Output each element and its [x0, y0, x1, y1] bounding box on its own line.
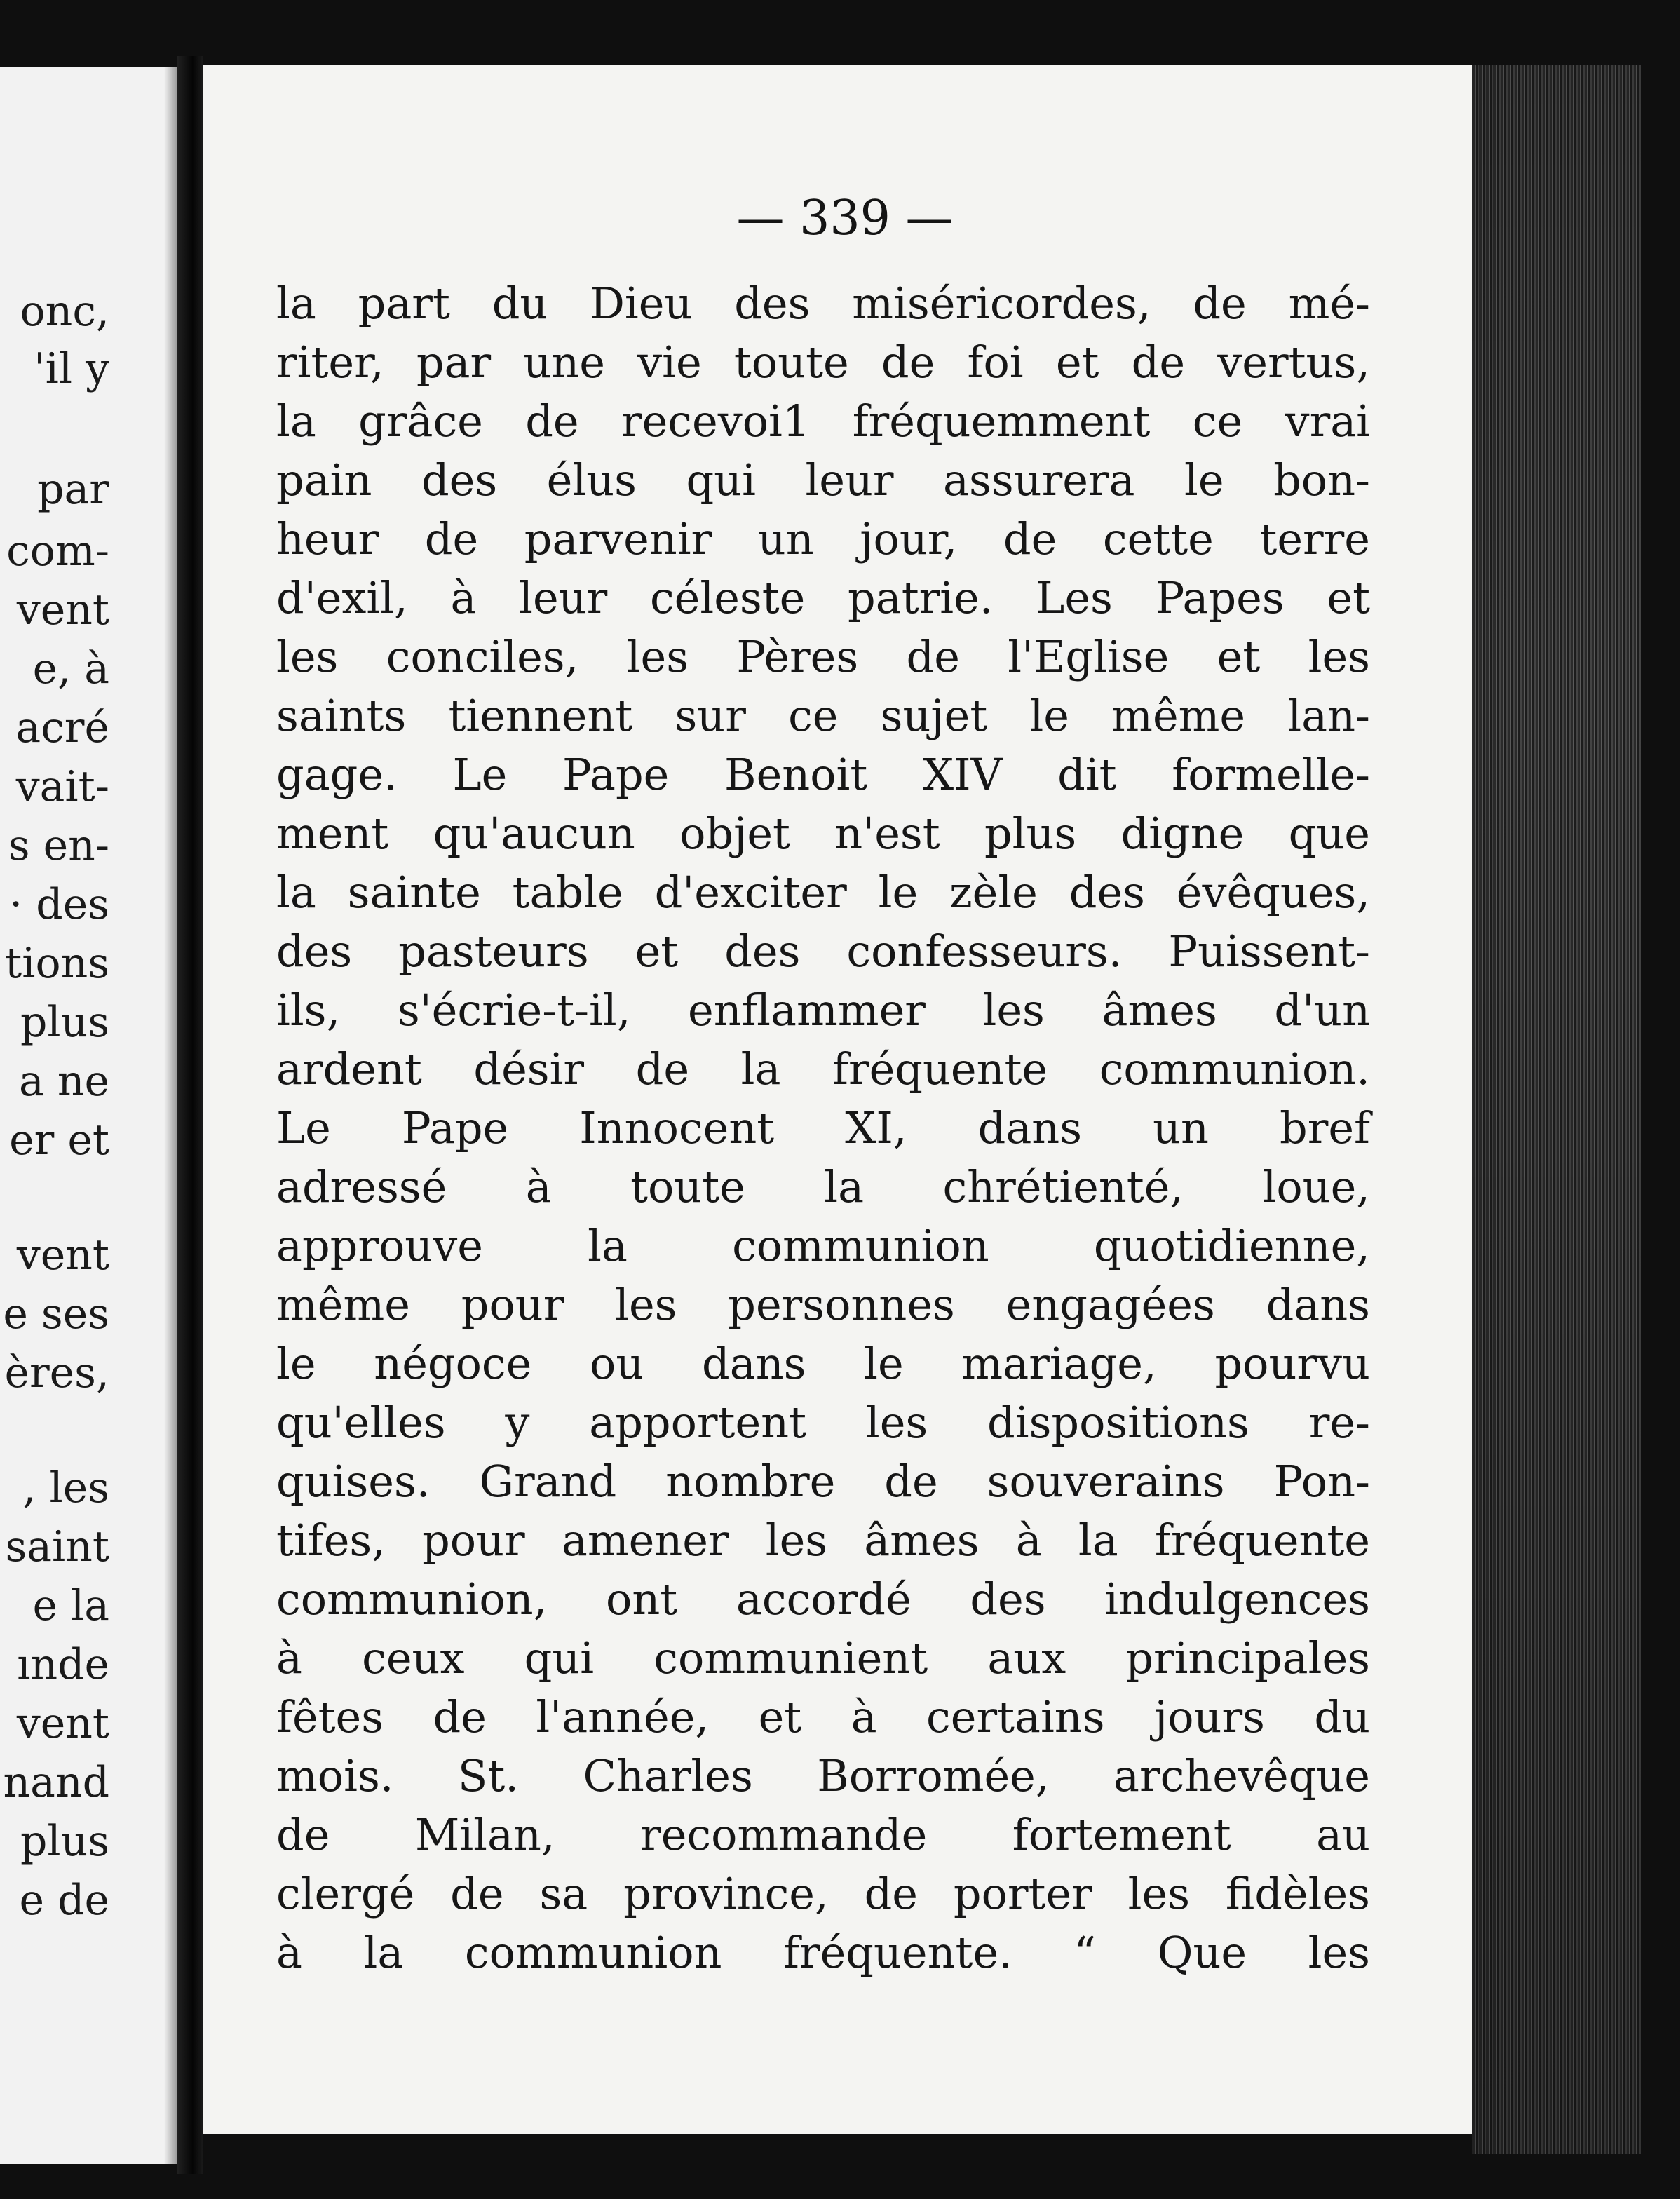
text-line: des pasteurs et des confesseurs. Puissent- [276, 926, 1370, 977]
page-edge-shadow [164, 67, 177, 2164]
left-page-fragment: par [37, 465, 109, 514]
left-page-fragment: acré [15, 703, 109, 752]
left-page-fragment: ınde [17, 1640, 109, 1689]
left-page-fragment: vent [16, 1699, 109, 1748]
right-page [203, 65, 1486, 2134]
left-page-fragment: vent [16, 1231, 109, 1280]
text-line: gage. Le Pape Benoit XIV dit formelle- [276, 749, 1370, 800]
left-page-fragment: onc, [20, 287, 109, 336]
text-line: la part du Dieu des miséricordes, de mé- [276, 278, 1370, 329]
left-page-fragment: vait- [15, 762, 109, 811]
left-page-fragment: e, à [32, 644, 109, 693]
left-page-fragment: ères, [4, 1348, 109, 1398]
left-page-fragment: e de [19, 1876, 109, 1925]
text-line: communion, ont accordé des indulgences [276, 1574, 1370, 1625]
text-line: Le Pape Innocent XI, dans un bref [276, 1102, 1370, 1153]
text-line: même pour les personnes engagées dans [276, 1279, 1370, 1330]
text-line: saints tiennent sur ce sujet le même lan- [276, 690, 1370, 741]
text-line: riter, par une vie toute de foi et de vertus, [276, 337, 1370, 388]
left-page-fragment: com- [6, 527, 109, 576]
text-line: les conciles, les Pères de l'Eglise et les [276, 631, 1370, 682]
text-line: de Milan, recommande fortement au [276, 1809, 1370, 1860]
book-gutter [177, 56, 203, 2174]
left-page-fragment: · des [9, 880, 109, 929]
left-page-fragment: er et [9, 1116, 109, 1165]
left-page-fragment: vent [16, 586, 109, 635]
page-block-edge [1472, 65, 1641, 2154]
left-page-fragment: s en- [8, 821, 109, 870]
text-line: adressé à toute la chrétienté, loue, [276, 1161, 1370, 1212]
left-page-fragment: plus [20, 998, 109, 1047]
left-page-fragment: plus [20, 1817, 109, 1866]
left-page-fragment: a ne [19, 1057, 109, 1106]
left-page-fragment: e la [32, 1581, 109, 1630]
text-line: tifes, pour amener les âmes à la fréquente [276, 1515, 1370, 1566]
left-page-fragment: saint [5, 1522, 109, 1571]
text-line: d'exil, à leur céleste patrie. Les Papes et [276, 572, 1370, 623]
text-line: clergé de sa province, de porter les fidèles [276, 1868, 1370, 1919]
text-line: à la communion fréquente. “ Que les [276, 1927, 1370, 1978]
left-page [0, 67, 177, 2164]
text-line: ardent désir de la fréquente communion. [276, 1043, 1370, 1095]
text-line: mois. St. Charles Borromée, archevêque [276, 1750, 1370, 1801]
left-page-fragment: e ses [3, 1290, 109, 1339]
text-line: ils, s'écrie-t-il, enflammer les âmes d'un [276, 985, 1370, 1036]
page-block-shade [1472, 65, 1641, 2154]
text-line: le négoce ou dans le mariage, pourvu [276, 1338, 1370, 1389]
text-line: quises. Grand nombre de souverains Pon- [276, 1456, 1370, 1507]
left-page-fragment: 'il y [34, 344, 109, 393]
text-line: pain des élus qui leur assurera le bon- [276, 454, 1370, 506]
text-line: fêtes de l'année, et à certains jours du [276, 1691, 1370, 1743]
text-line: la grâce de recevoi1 fréquemment ce vrai [276, 395, 1370, 447]
left-page-fragment: tions [5, 939, 109, 988]
left-page-fragment: , les [22, 1463, 109, 1513]
text-line: heur de parvenir un jour, de cette terre [276, 513, 1370, 564]
page-number: — 339 — [736, 191, 954, 246]
text-line: la sainte table d'exciter le zèle des évêques, [276, 867, 1370, 918]
text-line: à ceux qui communient aux principales [276, 1632, 1370, 1684]
left-page-fragment: nand [3, 1758, 109, 1807]
text-line: approuve la communion quotidienne, [276, 1220, 1370, 1271]
text-line: ment qu'aucun objet n'est plus digne que [276, 808, 1370, 859]
text-line: qu'elles y apportent les dispositions re- [276, 1397, 1370, 1448]
